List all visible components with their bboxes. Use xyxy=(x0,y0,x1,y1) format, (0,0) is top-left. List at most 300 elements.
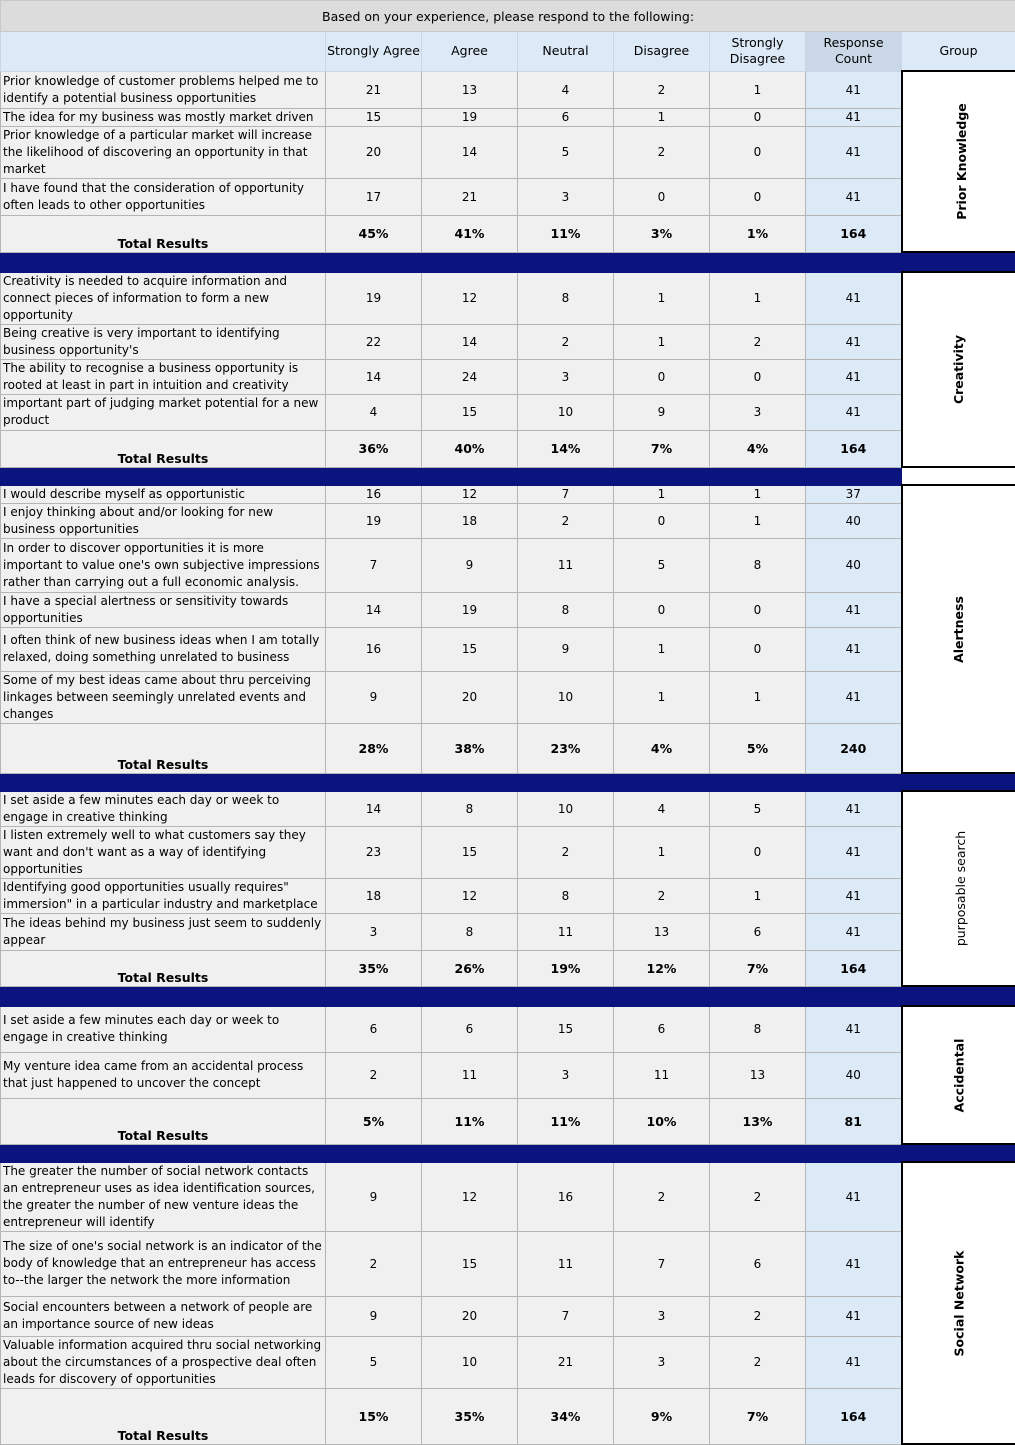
value-cell: 17 xyxy=(326,178,422,215)
value-cell: 8 xyxy=(422,791,518,826)
total-value: 41% xyxy=(422,215,518,252)
value-cell: 13 xyxy=(710,1052,806,1098)
separator-cell xyxy=(422,986,518,1006)
table-row xyxy=(1,485,1015,503)
total-label: Total Results xyxy=(1,1388,326,1444)
question-cell: My venture idea came from an accidental process that just happened to uncover the concept xyxy=(1,1052,326,1098)
response-count-cell: 41 xyxy=(806,126,902,178)
separator-cell xyxy=(422,467,518,485)
value-cell: 3 xyxy=(614,1336,710,1388)
value-cell: 10 xyxy=(518,791,614,826)
question-cell: I would describe myself as opportunistic xyxy=(1,485,326,503)
question-cell: Creativity is needed to acquire information and connect pieces of information to form a new opportunity xyxy=(1,272,326,324)
value-cell: 14 xyxy=(326,791,422,826)
question-cell: I often think of new business ideas when I am totally relaxed, doing something unrelated to business xyxy=(1,627,326,671)
total-value: 35% xyxy=(422,1388,518,1444)
total-row xyxy=(1,215,1015,252)
value-cell: 1 xyxy=(710,503,806,538)
value-cell: 11 xyxy=(422,1052,518,1098)
value-cell: 2 xyxy=(518,324,614,359)
value-cell: 21 xyxy=(326,71,422,108)
question-cell: I listen extremely well to what customers say they want and don't want as a way of identifying opportunities xyxy=(1,826,326,878)
separator-cell xyxy=(422,252,518,272)
header-row xyxy=(1,32,1015,72)
table-row xyxy=(1,359,1015,394)
value-cell: 11 xyxy=(518,1231,614,1296)
value-cell: 3 xyxy=(326,913,422,950)
separator-cell xyxy=(806,773,902,791)
question-cell: important part of judging market potential for a new product xyxy=(1,394,326,430)
value-cell: 4 xyxy=(614,791,710,826)
separator-cell xyxy=(902,1144,1015,1162)
value-cell: 12 xyxy=(422,878,518,913)
table-row xyxy=(1,878,1015,913)
total-response-count: 81 xyxy=(806,1098,902,1144)
value-cell: 11 xyxy=(518,913,614,950)
table-row xyxy=(1,592,1015,627)
question-cell: Identifying good opportunities usually requires" immersion" in a particular industry and marketplace xyxy=(1,878,326,913)
section-separator xyxy=(1,773,1015,791)
total-value: 40% xyxy=(422,430,518,467)
response-count-cell: 41 xyxy=(806,1296,902,1336)
total-value: 5% xyxy=(710,723,806,773)
separator-cell xyxy=(614,467,710,485)
total-value: 36% xyxy=(326,430,422,467)
value-cell: 19 xyxy=(326,272,422,324)
separator-cell xyxy=(710,1144,806,1162)
value-cell: 10 xyxy=(518,394,614,430)
value-cell: 3 xyxy=(614,1296,710,1336)
group-cell xyxy=(902,1162,1015,1444)
total-label: Total Results xyxy=(1,1098,326,1144)
total-value: 15% xyxy=(326,1388,422,1444)
value-cell: 19 xyxy=(422,108,518,126)
value-cell: 1 xyxy=(710,71,806,108)
total-label: Total Results xyxy=(1,215,326,252)
table-row xyxy=(1,538,1015,592)
value-cell: 1 xyxy=(614,826,710,878)
question-cell: In order to discover opportunities it is more important to value one's own subjective impressions rather than carrying out a full economic analysis. xyxy=(1,538,326,592)
response-count-cell: 41 xyxy=(806,913,902,950)
value-cell: 1 xyxy=(710,485,806,503)
value-cell: 20 xyxy=(422,1296,518,1336)
group-label: Alertness xyxy=(951,596,966,663)
group-cell xyxy=(902,485,1015,773)
total-value: 13% xyxy=(710,1098,806,1144)
value-cell: 23 xyxy=(326,826,422,878)
response-count-cell: 41 xyxy=(806,178,902,215)
value-cell: 14 xyxy=(422,324,518,359)
total-row xyxy=(1,430,1015,467)
value-cell: 14 xyxy=(422,126,518,178)
section-separator xyxy=(1,986,1015,1006)
value-cell: 2 xyxy=(710,1296,806,1336)
value-cell: 2 xyxy=(710,1162,806,1231)
separator-cell xyxy=(710,252,806,272)
header-strongly-disagree: Strongly Disagree xyxy=(710,32,806,72)
table-row xyxy=(1,108,1015,126)
value-cell: 0 xyxy=(710,178,806,215)
value-cell: 0 xyxy=(614,592,710,627)
response-count-cell: 41 xyxy=(806,108,902,126)
question-cell: I have a special alertness or sensitivity towards opportunities xyxy=(1,592,326,627)
value-cell: 1 xyxy=(614,324,710,359)
table-row xyxy=(1,126,1015,178)
question-cell: I enjoy thinking about and/or looking for new business opportunities xyxy=(1,503,326,538)
group-cell xyxy=(902,272,1015,467)
total-value: 9% xyxy=(614,1388,710,1444)
value-cell: 18 xyxy=(326,878,422,913)
separator-cell xyxy=(326,467,422,485)
value-cell: 6 xyxy=(326,1006,422,1052)
value-cell: 0 xyxy=(710,108,806,126)
table-row xyxy=(1,1336,1015,1388)
response-count-cell: 41 xyxy=(806,878,902,913)
total-row xyxy=(1,950,1015,986)
question-cell: The idea for my business was mostly market driven xyxy=(1,108,326,126)
value-cell: 21 xyxy=(422,178,518,215)
value-cell: 12 xyxy=(422,1162,518,1231)
value-cell: 15 xyxy=(422,1231,518,1296)
group-cell xyxy=(902,791,1015,986)
total-value: 4% xyxy=(710,430,806,467)
question-cell: The ideas behind my business just seem to suddenly appear xyxy=(1,913,326,950)
value-cell: 5 xyxy=(614,538,710,592)
response-count-cell: 41 xyxy=(806,1231,902,1296)
header-disagree: Disagree xyxy=(614,32,710,72)
total-value: 3% xyxy=(614,215,710,252)
table-row xyxy=(1,1162,1015,1231)
response-count-cell: 41 xyxy=(806,394,902,430)
value-cell: 6 xyxy=(518,108,614,126)
total-value: 34% xyxy=(518,1388,614,1444)
value-cell: 22 xyxy=(326,324,422,359)
response-count-cell: 41 xyxy=(806,71,902,108)
header-strongly-agree: Strongly Agree xyxy=(326,32,422,72)
value-cell: 16 xyxy=(326,627,422,671)
header-group: Group xyxy=(902,32,1015,72)
separator-cell xyxy=(1,1144,326,1162)
group-label: Prior Knowledge xyxy=(953,103,968,220)
value-cell: 2 xyxy=(710,1336,806,1388)
value-cell: 8 xyxy=(518,878,614,913)
value-cell: 5 xyxy=(326,1336,422,1388)
value-cell: 16 xyxy=(518,1162,614,1231)
total-row xyxy=(1,723,1015,773)
total-response-count: 164 xyxy=(806,430,902,467)
separator-cell xyxy=(518,252,614,272)
value-cell: 1 xyxy=(614,108,710,126)
group-cell xyxy=(902,71,1015,252)
table-row xyxy=(1,324,1015,359)
total-value: 7% xyxy=(710,950,806,986)
separator-cell xyxy=(806,467,902,485)
value-cell: 0 xyxy=(710,592,806,627)
table-row xyxy=(1,791,1015,826)
value-cell: 6 xyxy=(422,1006,518,1052)
value-cell: 9 xyxy=(422,538,518,592)
value-cell: 8 xyxy=(518,272,614,324)
header-response-count: Response Count xyxy=(806,32,902,72)
value-cell: 7 xyxy=(518,485,614,503)
total-label: Total Results xyxy=(1,723,326,773)
separator-cell xyxy=(806,252,902,272)
response-count-cell: 40 xyxy=(806,1052,902,1098)
value-cell: 2 xyxy=(614,1162,710,1231)
question-cell: I have found that the consideration of opportunity often leads to other opportunities xyxy=(1,178,326,215)
value-cell: 0 xyxy=(710,826,806,878)
value-cell: 12 xyxy=(422,272,518,324)
value-cell: 9 xyxy=(614,394,710,430)
value-cell: 4 xyxy=(518,71,614,108)
total-response-count: 240 xyxy=(806,723,902,773)
separator-cell xyxy=(614,773,710,791)
value-cell: 11 xyxy=(518,538,614,592)
total-value: 35% xyxy=(326,950,422,986)
total-response-count: 164 xyxy=(806,215,902,252)
question-cell: The size of one's social network is an indicator of the body of knowledge that an entrepreneur has access to--the larger the network the more information xyxy=(1,1231,326,1296)
question-cell: The greater the number of social network contacts an entrepreneur uses as idea identification sources, the greater the number of new venture ideas the entrepreneur will identify xyxy=(1,1162,326,1231)
value-cell: 0 xyxy=(614,503,710,538)
value-cell: 13 xyxy=(614,913,710,950)
separator-cell xyxy=(614,1144,710,1162)
separator-cell xyxy=(902,252,1015,272)
table-row xyxy=(1,627,1015,671)
section-separator xyxy=(1,1144,1015,1162)
value-cell: 7 xyxy=(614,1231,710,1296)
value-cell: 20 xyxy=(422,671,518,723)
response-count-cell: 41 xyxy=(806,1336,902,1388)
value-cell: 8 xyxy=(422,913,518,950)
total-value: 12% xyxy=(614,950,710,986)
response-count-cell: 41 xyxy=(806,1006,902,1052)
table-title: Based on your experience, please respond to the following: xyxy=(1,1,1015,32)
response-count-cell: 41 xyxy=(806,826,902,878)
value-cell: 1 xyxy=(710,671,806,723)
value-cell: 9 xyxy=(518,627,614,671)
total-label: Total Results xyxy=(1,430,326,467)
response-count-cell: 41 xyxy=(806,272,902,324)
response-count-cell: 41 xyxy=(806,324,902,359)
table-row xyxy=(1,503,1015,538)
table-row xyxy=(1,1052,1015,1098)
response-count-cell: 41 xyxy=(806,359,902,394)
value-cell: 2 xyxy=(614,878,710,913)
value-cell: 8 xyxy=(710,538,806,592)
value-cell: 19 xyxy=(422,592,518,627)
separator-cell xyxy=(710,986,806,1006)
value-cell: 9 xyxy=(326,1162,422,1231)
question-cell: I set aside a few minutes each day or week to engage in creative thinking xyxy=(1,1006,326,1052)
response-count-cell: 40 xyxy=(806,538,902,592)
total-value: 26% xyxy=(422,950,518,986)
group-label: purposable search xyxy=(953,831,968,946)
total-value: 7% xyxy=(614,430,710,467)
separator-cell xyxy=(614,252,710,272)
total-value: 38% xyxy=(422,723,518,773)
response-count-cell: 41 xyxy=(806,1162,902,1231)
value-cell: 8 xyxy=(710,1006,806,1052)
value-cell: 21 xyxy=(518,1336,614,1388)
separator-cell xyxy=(710,773,806,791)
question-cell: Valuable information acquired thru social networking about the circumstances of a prospective deal often leads for discovery of opportunities xyxy=(1,1336,326,1388)
value-cell: 15 xyxy=(422,394,518,430)
value-cell: 10 xyxy=(422,1336,518,1388)
header-neutral: Neutral xyxy=(518,32,614,72)
separator-cell xyxy=(614,986,710,1006)
table-row xyxy=(1,826,1015,878)
value-cell: 15 xyxy=(326,108,422,126)
total-value: 28% xyxy=(326,723,422,773)
separator-cell xyxy=(710,467,806,485)
total-value: 4% xyxy=(614,723,710,773)
total-value: 45% xyxy=(326,215,422,252)
total-value: 19% xyxy=(518,950,614,986)
value-cell: 18 xyxy=(422,503,518,538)
total-value: 1% xyxy=(710,215,806,252)
value-cell: 1 xyxy=(614,627,710,671)
value-cell: 6 xyxy=(710,1231,806,1296)
table-row xyxy=(1,394,1015,430)
separator-cell xyxy=(518,1144,614,1162)
separator-cell xyxy=(518,773,614,791)
section-separator xyxy=(1,467,1015,485)
value-cell: 16 xyxy=(326,485,422,503)
value-cell: 0 xyxy=(710,359,806,394)
value-cell: 4 xyxy=(326,394,422,430)
response-count-cell: 41 xyxy=(806,592,902,627)
value-cell: 9 xyxy=(326,671,422,723)
value-cell: 1 xyxy=(614,485,710,503)
value-cell: 12 xyxy=(422,485,518,503)
value-cell: 13 xyxy=(422,71,518,108)
table-row xyxy=(1,1296,1015,1336)
value-cell: 0 xyxy=(614,359,710,394)
total-value: 23% xyxy=(518,723,614,773)
table-row xyxy=(1,178,1015,215)
value-cell: 2 xyxy=(326,1052,422,1098)
total-value: 14% xyxy=(518,430,614,467)
question-cell: Some of my best ideas came about thru perceiving linkages between seemingly unrelated events and changes xyxy=(1,671,326,723)
question-cell: Prior knowledge of a particular market will increase the likelihood of discovering an opportunity in that market xyxy=(1,126,326,178)
header-agree: Agree xyxy=(422,32,518,72)
value-cell: 7 xyxy=(326,538,422,592)
separator-cell xyxy=(806,986,902,1006)
total-value: 10% xyxy=(614,1098,710,1144)
separator-cell xyxy=(1,986,326,1006)
separator-cell xyxy=(902,773,1015,791)
group-cell xyxy=(902,1006,1015,1144)
value-cell: 5 xyxy=(518,126,614,178)
separator-cell xyxy=(1,467,326,485)
total-response-count: 164 xyxy=(806,950,902,986)
table-row xyxy=(1,71,1015,108)
value-cell: 2 xyxy=(614,71,710,108)
separator-cell xyxy=(422,773,518,791)
value-cell: 20 xyxy=(326,126,422,178)
title-row xyxy=(1,1,1015,32)
question-cell: The ability to recognise a business opportunity is rooted at least in part in intuition and creativity xyxy=(1,359,326,394)
group-label: Accidental xyxy=(951,1038,966,1112)
table-row xyxy=(1,1006,1015,1052)
question-cell: Being creative is very important to identifying business opportunity's xyxy=(1,324,326,359)
separator-cell xyxy=(1,773,326,791)
value-cell: 1 xyxy=(614,272,710,324)
response-count-cell: 41 xyxy=(806,671,902,723)
total-label: Total Results xyxy=(1,950,326,986)
value-cell: 7 xyxy=(518,1296,614,1336)
value-cell: 0 xyxy=(614,178,710,215)
separator-cell xyxy=(806,1144,902,1162)
total-value: 11% xyxy=(518,215,614,252)
value-cell: 1 xyxy=(710,272,806,324)
value-cell: 3 xyxy=(518,359,614,394)
value-cell: 0 xyxy=(710,126,806,178)
separator-cell xyxy=(326,252,422,272)
table-row xyxy=(1,913,1015,950)
total-value: 7% xyxy=(710,1388,806,1444)
separator-cell xyxy=(326,1144,422,1162)
table-row xyxy=(1,671,1015,723)
table-row xyxy=(1,1231,1015,1296)
value-cell: 2 xyxy=(326,1231,422,1296)
value-cell: 15 xyxy=(518,1006,614,1052)
value-cell: 14 xyxy=(326,359,422,394)
separator-cell xyxy=(1,252,326,272)
question-cell: Social encounters between a network of people are an importance source of new ideas xyxy=(1,1296,326,1336)
value-cell: 10 xyxy=(518,671,614,723)
separator-cell xyxy=(326,986,422,1006)
total-row xyxy=(1,1098,1015,1144)
separator-cell xyxy=(518,467,614,485)
question-cell: Prior knowledge of customer problems helped me to identify a potential business opportunities xyxy=(1,71,326,108)
value-cell: 19 xyxy=(326,503,422,538)
section-separator xyxy=(1,252,1015,272)
value-cell: 6 xyxy=(710,913,806,950)
table-row xyxy=(1,272,1015,324)
question-cell: I set aside a few minutes each day or week to engage in creative thinking xyxy=(1,791,326,826)
value-cell: 8 xyxy=(518,592,614,627)
value-cell: 3 xyxy=(710,394,806,430)
separator-cell xyxy=(326,773,422,791)
separator-cell xyxy=(422,1144,518,1162)
value-cell: 11 xyxy=(614,1052,710,1098)
header-blank xyxy=(1,32,326,72)
value-cell: 9 xyxy=(326,1296,422,1336)
value-cell: 1 xyxy=(710,878,806,913)
value-cell: 2 xyxy=(614,126,710,178)
total-value: 11% xyxy=(518,1098,614,1144)
value-cell: 3 xyxy=(518,1052,614,1098)
response-count-cell: 41 xyxy=(806,627,902,671)
separator-cell xyxy=(902,467,1015,485)
value-cell: 2 xyxy=(518,826,614,878)
group-label: Creativity xyxy=(951,335,966,404)
value-cell: 2 xyxy=(710,324,806,359)
value-cell: 1 xyxy=(614,671,710,723)
value-cell: 24 xyxy=(422,359,518,394)
value-cell: 15 xyxy=(422,826,518,878)
value-cell: 14 xyxy=(326,592,422,627)
total-value: 11% xyxy=(422,1098,518,1144)
total-row xyxy=(1,1388,1015,1444)
value-cell: 5 xyxy=(710,791,806,826)
value-cell: 2 xyxy=(518,503,614,538)
total-response-count: 164 xyxy=(806,1388,902,1444)
response-count-cell: 37 xyxy=(806,485,902,503)
group-label: Social Network xyxy=(951,1250,966,1356)
response-count-cell: 40 xyxy=(806,503,902,538)
